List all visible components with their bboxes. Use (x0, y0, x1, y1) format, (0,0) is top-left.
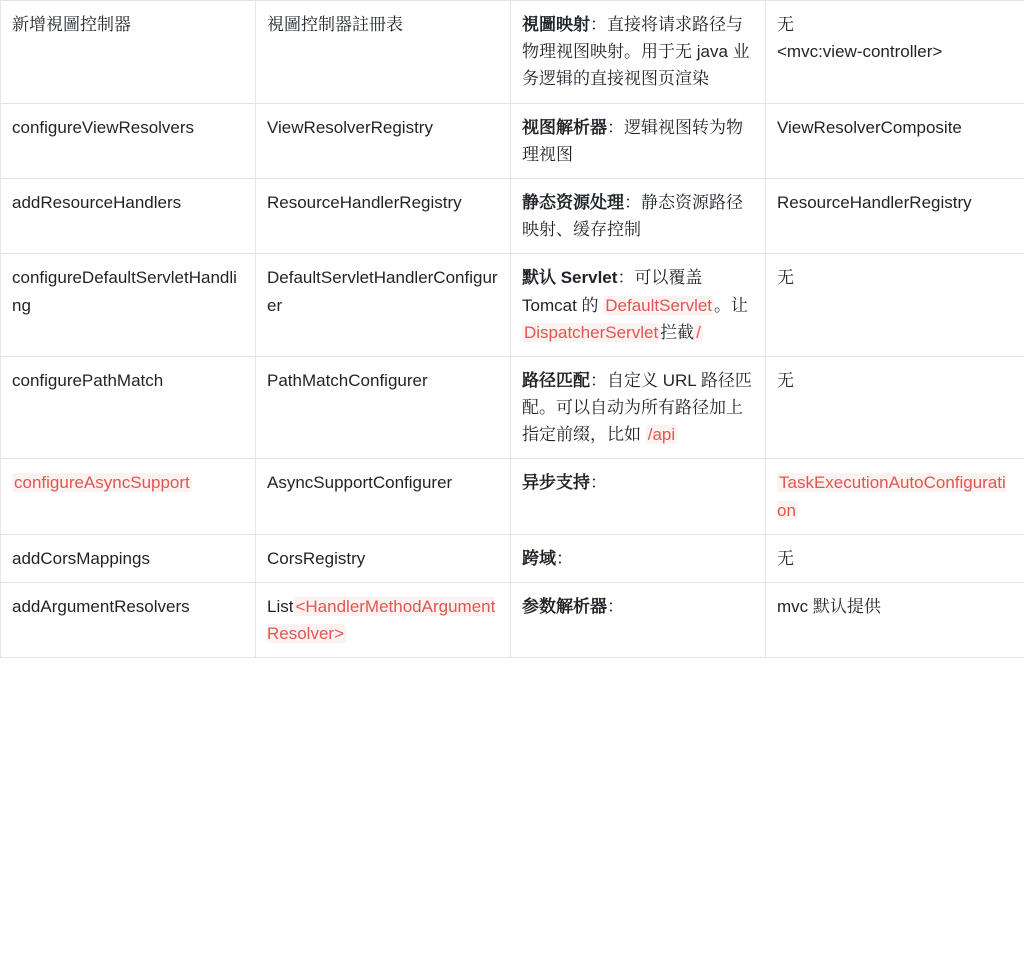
table-row (1, 459, 1024, 534)
cell-registry: CorsRegistry (256, 534, 511, 582)
table-row (1, 534, 1024, 582)
description-body: ：自定义 URL 路径匹配。可以自动为所有路径加上指定前缀，比如 (522, 370, 752, 445)
description-body: ：静态资源路径映射、缓存控制 (522, 192, 743, 240)
code-slash: / (696, 322, 701, 342)
description-body: ：可以覆盖 Tomcat 的 (522, 268, 703, 315)
cell-implementation (766, 1, 1024, 104)
cell-implementation: 无 (766, 254, 1024, 357)
table-row (1, 103, 1024, 178)
table-row (1, 254, 1024, 357)
registry-type: List (267, 597, 294, 616)
code-configure-async-support: configureAsyncSupport (14, 473, 190, 493)
code-task-execution-autoconfiguration: TaskExecutionAutoConfiguration (777, 473, 1006, 520)
description-body: ： (607, 597, 624, 616)
description-title: 默认 Servlet (522, 268, 618, 288)
cell-registry: AsyncSupportConfigurer (256, 459, 511, 534)
cell-registry (256, 583, 511, 658)
cell-description (511, 178, 766, 253)
cell-method: configureDefaultServletHandling (1, 254, 256, 357)
cell-implementation (766, 459, 1024, 534)
table-row (1, 583, 1024, 658)
cell-method: 新增視圖控制器 (1, 1, 256, 104)
cell-description (511, 534, 766, 582)
cell-implementation: mvc 默认提供 (766, 583, 1024, 658)
cell-implementation: ViewResolverComposite (766, 103, 1024, 178)
description-body: ：直接将请求路径与物理视图映射。用于无 java 业务逻辑的直接视图页渲染 (522, 15, 750, 89)
description-body-3: 拦截 (660, 322, 695, 342)
cell-implementation: ResourceHandlerRegistry (766, 178, 1024, 253)
description-title: 参数解析器 (522, 597, 607, 616)
cell-method: addArgumentResolvers (1, 583, 256, 658)
table-row (1, 178, 1024, 253)
table-row (1, 1, 1024, 104)
cell-description (511, 103, 766, 178)
cell-registry: DefaultServletHandlerConfigurer (256, 254, 511, 357)
description-title: 静态资源处理 (522, 192, 624, 212)
description-title: 跨域 (522, 548, 556, 568)
cell-description (511, 459, 766, 534)
description-body: ： (590, 473, 607, 493)
cell-description (511, 254, 766, 357)
cell-implementation: 无 (766, 534, 1024, 582)
cell-registry: ViewResolverRegistry (256, 103, 511, 178)
description-body: ：逻辑视图转为物理视图 (522, 117, 743, 164)
cell-method (1, 459, 256, 534)
cell-registry: 視圖控制器註冊表 (256, 1, 511, 104)
description-title: 視圖映射 (522, 15, 590, 34)
description-title: 路径匹配 (522, 370, 590, 390)
cell-registry: ResourceHandlerRegistry (256, 178, 511, 253)
cell-description (511, 356, 766, 459)
cell-description (511, 583, 766, 658)
impl-line-1: 无 (777, 15, 794, 34)
description-body-2: 。让 (714, 295, 749, 315)
cell-registry: PathMatchConfigurer (256, 356, 511, 459)
description-title: 视图解析器 (522, 117, 607, 137)
cell-method: configurePathMatch (1, 356, 256, 459)
code-handler-method-argument-resolver: <HandlerMethodArgumentResolver> (267, 597, 496, 644)
table-row (1, 356, 1024, 459)
code-api-prefix: /api (647, 425, 676, 445)
cell-method: addResourceHandlers (1, 178, 256, 253)
description-body: ： (556, 548, 573, 568)
description-title: 异步支持 (522, 473, 590, 493)
cell-method: configureViewResolvers (1, 103, 256, 178)
cell-description (511, 1, 766, 104)
code-dispatcher-servlet: DispatcherServlet (524, 322, 659, 342)
impl-line-2: <mvc:view-controller> (777, 42, 943, 62)
cell-method: addCorsMappings (1, 534, 256, 582)
code-default-servlet: DefaultServlet (605, 295, 713, 315)
cell-implementation: 无 (766, 356, 1024, 459)
